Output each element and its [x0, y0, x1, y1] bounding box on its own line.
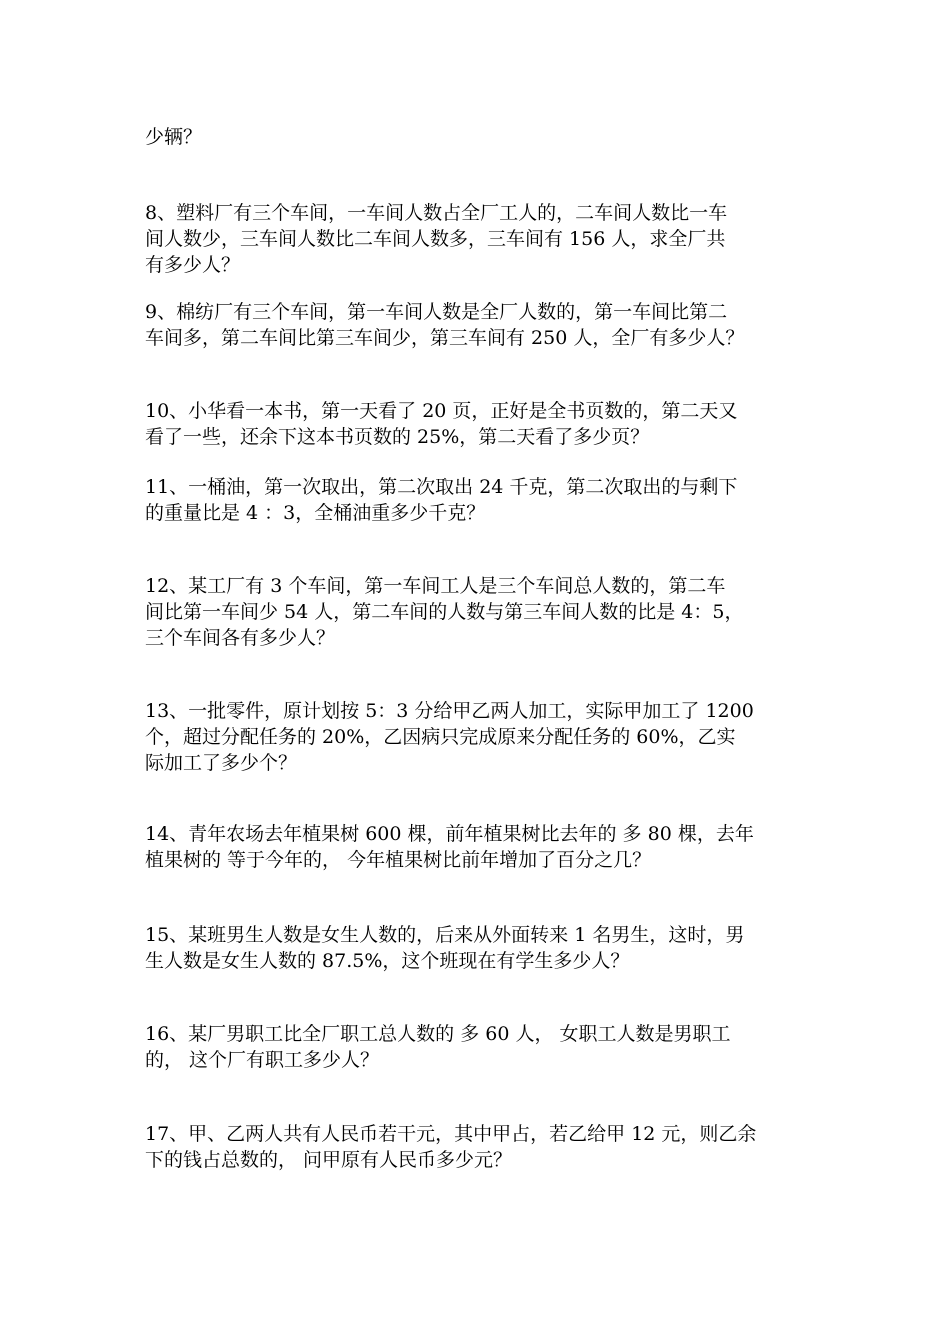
text-line: 17、甲、乙两人共有人民币若干元，其中甲占，若乙给甲 12 元，则乙余 [145, 1123, 757, 1145]
text-line: 有多少人？ [145, 254, 241, 276]
text-line: 下的钱占总数的， 问甲原有人民币多少元？ [145, 1149, 513, 1171]
problem-15 [145, 922, 825, 974]
text-line: 个，超过分配任务的 20%，乙因病只完成原来分配任务的 60%，乙实 [145, 726, 736, 748]
text-line: 15、某班男生人数是女生人数的，后来从外面转来 1 名男生，这时，男 [145, 924, 745, 946]
problem-16 [145, 1021, 825, 1073]
problem-14 [145, 821, 825, 873]
text-line: 的， 这个厂有职工多少人？ [145, 1049, 380, 1071]
text-line: 生人数是女生人数的 87.5%，这个班现在有学生多少人？ [145, 950, 630, 972]
text-line: 际加工了多少个？ [145, 752, 298, 774]
problem-17 [145, 1121, 825, 1173]
text-line: 13、一批零件，原计划按 5：3 分给甲乙两人加工，实际甲加工了 1200 [145, 700, 754, 722]
problem-11 [145, 474, 825, 526]
problem-10 [145, 398, 825, 450]
problem-12 [145, 573, 825, 651]
problem-9 [145, 299, 825, 351]
problem-13 [145, 698, 825, 776]
text-line: 间比第一车间少 54 人，第二车间的人数与第三车间人数的比是 4：5， [145, 601, 744, 623]
text-line: 的重量比是 4 ：3，全桶油重多少千克？ [145, 502, 486, 524]
text-line: 14、青年农场去年植果树 600 棵，前年植果树比去年的 多 80 棵，去年 [145, 823, 754, 845]
problem-8 [145, 200, 825, 278]
text-line: 少辆？ [145, 126, 203, 148]
text-line: 三个车间各有多少人？ [145, 627, 336, 649]
text-line: 11、一桶油，第一次取出，第二次取出 24 千克，第二次取出的与剩下 [145, 476, 738, 498]
text-line: 16、某厂男职工比全厂职工总人数的 多 60 人， 女职工人数是男职工 [145, 1023, 731, 1045]
text-line: 车间多，第二车间比第三车间少，第三车间有 250 人，全厂有多少人？ [145, 327, 745, 349]
text-line: 10、小华看一本书，第一天看了 20 页，正好是全书页数的，第二天又 [145, 400, 738, 422]
text-line: 看了一些，还余下这本书页数的 25%，第二天看了多少页？ [145, 426, 650, 448]
text-line: 植果树的 等于今年的， 今年植果树比前年增加了百分之几？ [145, 849, 652, 871]
text-line: 间人数少，三车间人数比二车间人数多，三车间有 156 人，求全厂共 [145, 228, 726, 250]
problem-7-tail [145, 124, 825, 150]
text-line: 9、棉纺厂有三个车间，第一车间人数是全厂人数的，第一车间比第二 [145, 301, 728, 323]
text-line: 12、某工厂有 3 个车间，第一车间工人是三个车间总人数的，第二车 [145, 575, 726, 597]
text-line: 8、塑料厂有三个车间，一车间人数占全厂工人的，二车间人数比一车 [145, 202, 728, 224]
